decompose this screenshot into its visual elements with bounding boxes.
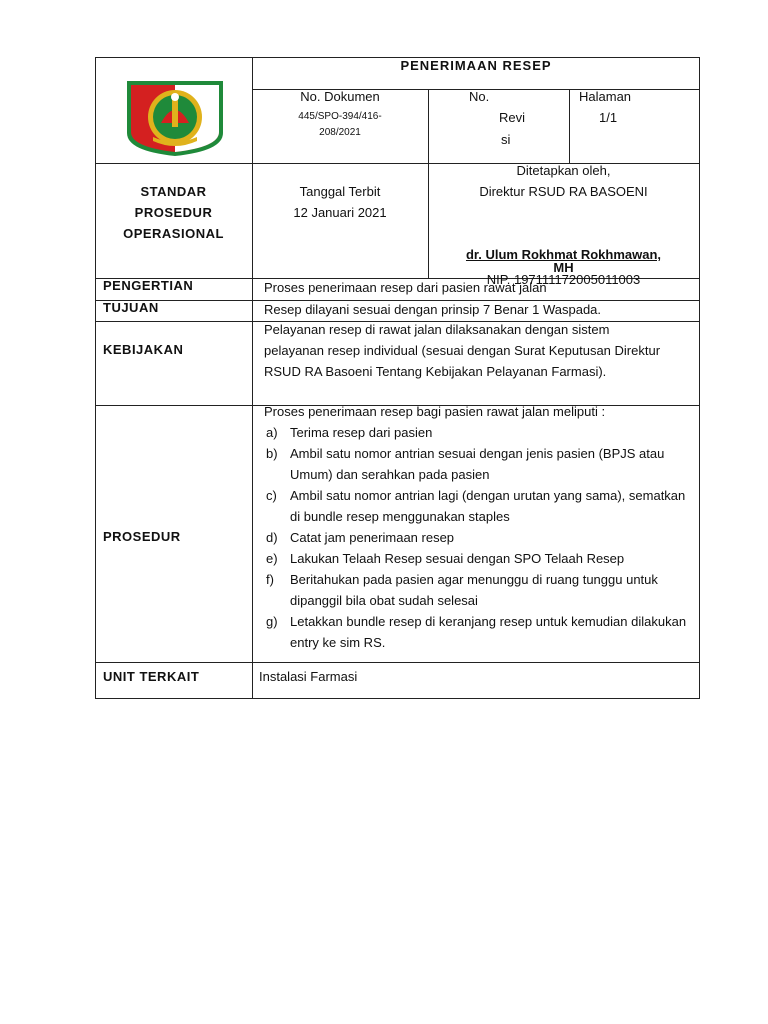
- prosedur-label: PROSEDUR: [103, 529, 181, 544]
- prosedur-steps-list: [266, 422, 698, 653]
- pengertian-label: PENGERTIAN: [103, 278, 194, 293]
- doc-number-label: No. Dokumen: [300, 89, 380, 104]
- prosedur-divider: [95, 662, 700, 663]
- step-marker: c): [266, 488, 277, 503]
- step-marker: a): [266, 425, 278, 440]
- step-text: Letakkan bundle resep di keranjang resep untuk kemudian dilakukan entry ke sim RS.: [290, 614, 687, 650]
- table-border-bottom: [95, 698, 700, 699]
- list-item: [266, 569, 698, 611]
- sop-title-line3: OPERASIONAL: [123, 226, 224, 241]
- list-item: [266, 422, 698, 443]
- list-item: [266, 527, 698, 548]
- step-marker: b): [266, 446, 278, 461]
- document-title: PENERIMAAN RESEP: [400, 58, 552, 73]
- step-text: Lakukan Telaah Resep sesuai dengan SPO Telaah Resep: [290, 551, 625, 566]
- sop-title-line2: PROSEDUR: [134, 205, 213, 220]
- revision-part2: si: [501, 132, 511, 147]
- revision-label: No.: [469, 89, 490, 104]
- approver-title: Direktur RSUD RA BASOENI: [479, 184, 648, 199]
- signer-name: dr. Ulum Rokhmat Rokhmawan,: [465, 247, 662, 262]
- step-marker: d): [266, 530, 278, 545]
- list-item: [266, 443, 698, 485]
- unit-terkait-text: Instalasi Farmasi: [259, 669, 358, 684]
- step-text: Ambil satu nomor antrian sesuai dengan jenis pasien (BPJS atau Umum) dan serahkan pada pasien: [290, 446, 665, 482]
- issue-date-label: Tanggal Terbit: [299, 184, 381, 199]
- unit-terkait-label: UNIT TERKAIT: [103, 669, 200, 684]
- tujuan-text: Resep dilayani sesuai dengan prinsip 7 Benar 1 Waspada.: [264, 302, 602, 317]
- page-value: 1/1: [599, 110, 618, 125]
- column-divider-3: [569, 89, 570, 163]
- page-label: Halaman: [579, 89, 632, 104]
- kebijakan-label: KEBIJAKAN: [103, 342, 184, 357]
- sop-title-line1: STANDAR: [140, 184, 207, 199]
- prosedur-intro: Proses penerimaan resep bagi pasien rawat jalan meliputi :: [264, 404, 606, 419]
- approved-by-label: Ditetapkan oleh,: [516, 163, 611, 178]
- step-text: Terima resep dari pasien: [290, 425, 433, 440]
- revision-part1: Revi: [499, 110, 526, 125]
- pengertian-text: Proses penerimaan resep dari pasien rawat jalan: [264, 280, 547, 295]
- table-border-left: [95, 57, 96, 699]
- signer-nip-clip: [428, 272, 699, 287]
- list-item: [266, 611, 698, 653]
- step-marker: g): [266, 614, 278, 629]
- step-marker: e): [266, 551, 278, 566]
- step-text: Ambil satu nomor antrian lagi (dengan urutan yang sama), sematkan di bundle resep menggunakan staples: [290, 488, 686, 524]
- table-border-right: [699, 57, 700, 699]
- step-text: Catat jam penerimaan resep: [290, 530, 455, 545]
- issue-date: 12 Januari 2021: [293, 205, 387, 220]
- sop-document: [95, 57, 700, 699]
- list-item: [266, 485, 698, 527]
- column-divider: [252, 57, 253, 699]
- doc-number-line1: 445/SPO-394/416-: [298, 111, 382, 122]
- tujuan-label: TUJUAN: [103, 300, 159, 315]
- signer-suffix: MH: [553, 260, 574, 275]
- pengertian-divider: [95, 300, 700, 301]
- regency-emblem-logo: [123, 77, 227, 157]
- step-text: Beritahukan pada pasien agar menunggu di ruang tunggu untuk dipanggil bila obat sudah selesai: [290, 572, 658, 608]
- signer-nip: NIP. 197111172005011003: [486, 272, 641, 287]
- list-item: [266, 548, 698, 569]
- doc-number-line2: 208/2021: [319, 127, 361, 138]
- kebijakan-text: Pelayanan resep di rawat jalan dilaksanakan dengan sistem pelayanan resep individual (sesuai dengan Surat Keputusan Direktur RSUD RA Basoeni Tentang Kebijakan Pelayanan Farmasi).: [264, 322, 661, 379]
- step-marker: f): [266, 572, 274, 587]
